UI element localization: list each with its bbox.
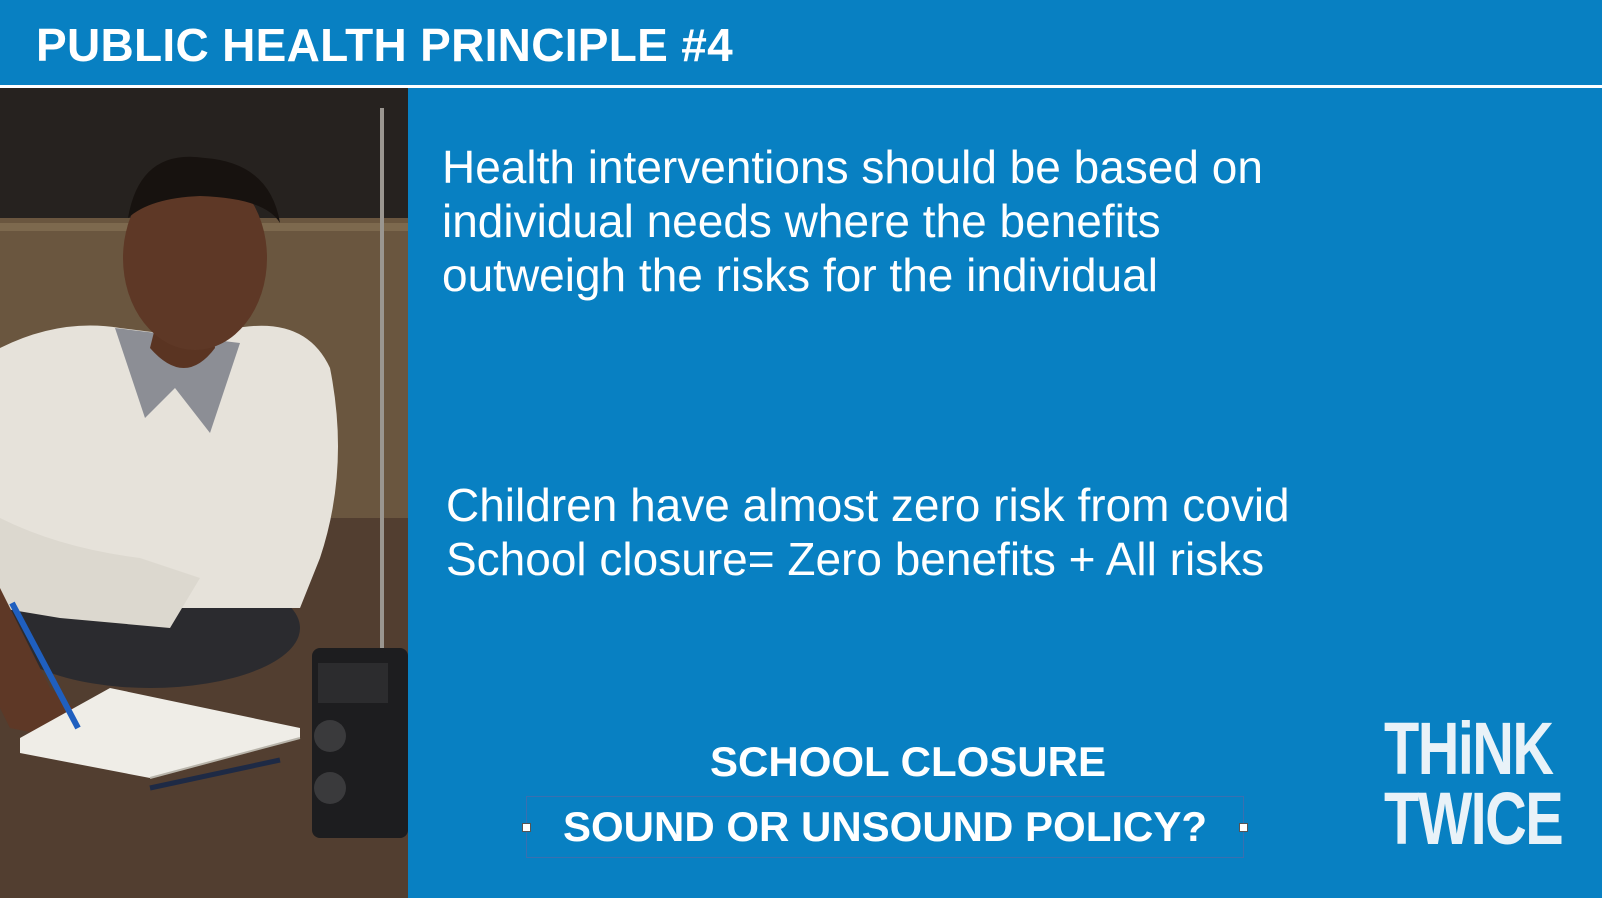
claim-line: School closure= Zero benefits + All risks: [446, 533, 1265, 585]
slide-title: PUBLIC HEALTH PRINCIPLE #4: [36, 19, 734, 71]
claims-block: [446, 478, 1446, 586]
claim-line: Children have almost zero risk from covid: [446, 479, 1290, 531]
resize-handle-left[interactable]: [522, 823, 531, 832]
school-closure-heading: SCHOOL CLOSURE: [710, 738, 1106, 785]
logo-line: TWICE: [1384, 777, 1563, 860]
policy-question-textbox[interactable]: [526, 796, 1244, 858]
resize-handle-right[interactable]: [1239, 823, 1248, 832]
principle-line: Health interventions should be based on: [442, 141, 1263, 193]
principle-line: outweigh the risks for the individual: [442, 249, 1158, 301]
photo-illustration: [0, 88, 408, 898]
think-twice-logo: [1384, 707, 1563, 860]
principle-line: individual needs where the benefits: [442, 195, 1161, 247]
student-writing-photo: [0, 88, 408, 898]
logo-line: THiNK: [1384, 707, 1553, 790]
policy-question-text: SOUND OR UNSOUND POLICY?: [562, 803, 1208, 850]
principle-statement: [442, 140, 1442, 302]
